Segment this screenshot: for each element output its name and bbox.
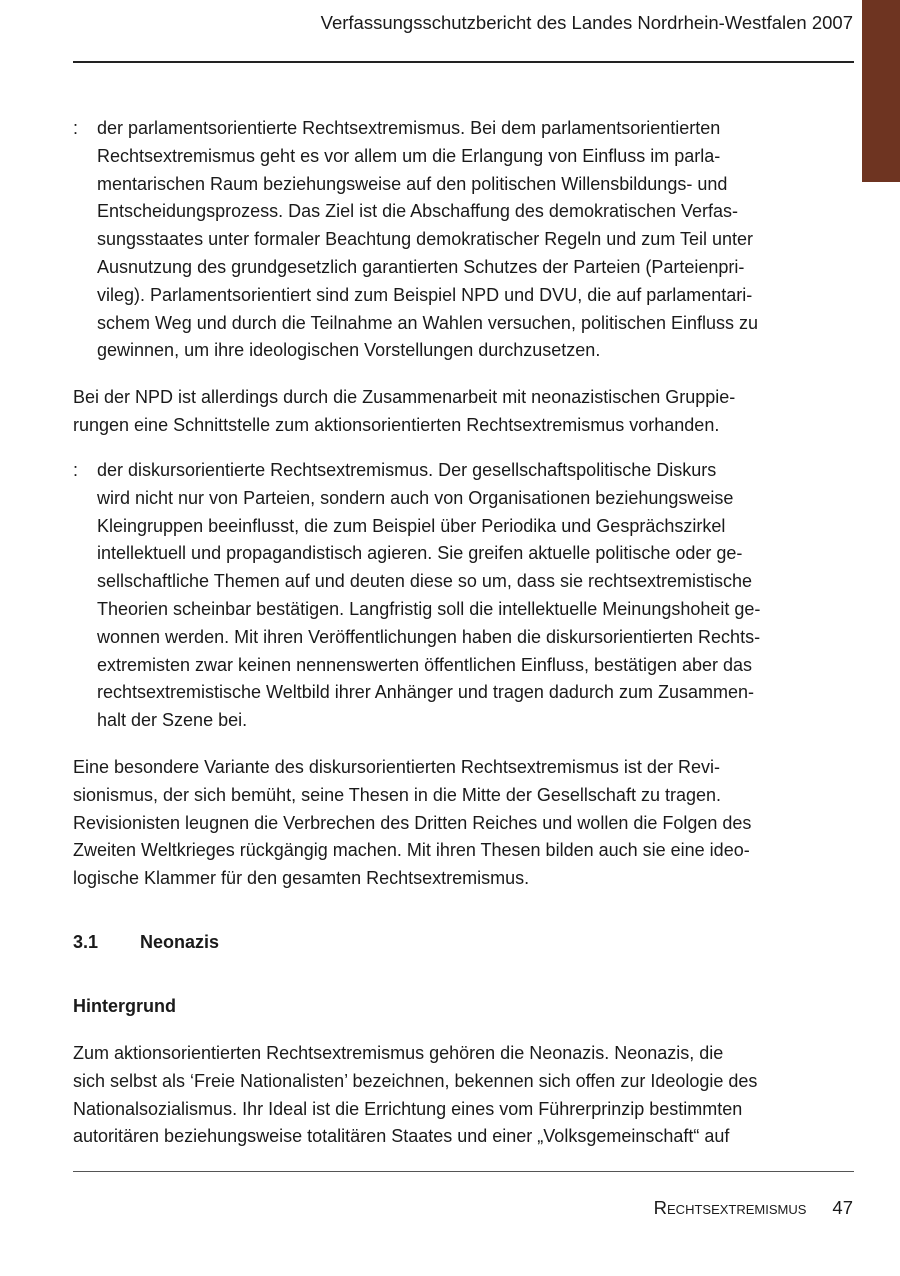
footer-rule <box>73 1171 854 1172</box>
text-line: sionismus, der sich bemüht, seine Thesen in die Mitte der Gesellschaft zu tragen. <box>73 784 721 805</box>
section-title: Neonazis <box>140 932 220 952</box>
header-rule <box>73 61 854 63</box>
text-line: gewinnen, um ihre ideologischen Vorstellungen durchzusetzen. <box>97 340 601 361</box>
text-line: sich selbst als ‘Freie Nationalisten’ bezeichnen, bekennen sich offen zur Ideologie des <box>73 1070 758 1091</box>
running-footer <box>654 1197 853 1219</box>
section-number: 3.1 <box>73 932 99 952</box>
text-line: sellschaftliche Themen auf und deuten diese so um, dass sie rechtsextremistische <box>97 571 753 592</box>
text-line: Eine besondere Variante des diskursorientierten Rechtsextremismus ist der Revi- <box>73 757 720 777</box>
bullet-text <box>97 115 758 365</box>
text-line: Nationalsozialismus. Ihr Ideal ist die Errichtung eines vom Führerprinzip bestimmten <box>73 1098 743 1119</box>
text-line: Zweiten Weltkrieges rückgängig machen. Mit ihren Thesen bilden auch sie eine ideo- <box>73 840 750 861</box>
text-line: logische Klammer für den gesamten Rechtsextremismus. <box>73 868 530 889</box>
footer-section: Rechtsextremismus <box>653 1197 807 1218</box>
text-line: extremisten zwar keinen nennenswerten öffentlichen Einfluss, bestätigen aber das <box>97 654 753 675</box>
text-line: rungen eine Schnittstelle zum aktionsorientierten Rechtsextremismus vorhanden. <box>73 414 720 435</box>
text-line: Bei der NPD ist allerdings durch die Zusammenarbeit mit neonazistischen Gruppie- <box>73 387 736 407</box>
paragraph-npd <box>73 384 735 440</box>
text-line: wonnen werden. Mit ihren Veröffentlichungen haben die diskursorientierten Rechts- <box>97 626 761 647</box>
bullet-mark: : <box>73 118 79 138</box>
text-line: mentarischen Raum beziehungsweise auf den politischen Willensbildungs- und <box>97 173 728 194</box>
paragraph-neonazis <box>73 1040 757 1151</box>
text-line: vileg). Parlamentsorientiert sind zum Beispiel NPD und DVU, die auf parlamentari- <box>97 284 753 305</box>
text-line: schem Weg und durch die Teilnahme an Wahlen versuchen, politischen Einfluss zu <box>97 312 759 333</box>
text-line: halt der Szene bei. <box>97 710 248 731</box>
text-line: sungsstaates unter formaler Beachtung demokratischer Regeln und zum Teil unter <box>97 229 754 250</box>
text-line: Ausnutzung des grundgesetzlich garantierten Schutzes der Parteien (Parteienpri- <box>97 256 745 277</box>
page-number: 47 <box>832 1197 853 1218</box>
text-line: Zum aktionsorientierten Rechtsextremismus gehören die Neonazis. Neonazis, die <box>73 1043 724 1063</box>
text-line: Theorien scheinbar bestätigen. Langfristig soll die intellektuelle Meinungshoheit ge- <box>97 598 761 619</box>
paragraph-revisionismus <box>73 754 751 893</box>
chapter-tab-marker <box>862 0 900 182</box>
text-line: der diskursorientierte Rechtsextremismus. Der gesellschaftspolitische Diskurs <box>97 460 717 480</box>
text-line: Rechtsextremismus geht es vor allem um die Erlangung von Einfluss im parla- <box>97 145 721 166</box>
bullet-mark: : <box>73 460 79 480</box>
text-line: Kleingruppen beeinflusst, die zum Beispiel über Periodika und Gesprächszirkel <box>97 515 726 536</box>
subheading: Hintergrund <box>73 996 176 1016</box>
text-line: intellektuell und propagandistisch agieren. Sie greifen aktuelle politische oder ge- <box>97 543 743 564</box>
text-line: der parlamentsorientierte Rechtsextremismus. Bei dem parlamentsorientierten <box>97 118 721 138</box>
text-line: autoritären beziehungsweise totalitären Staates und einer „Volksgemeinschaft“ auf <box>73 1126 730 1147</box>
text-line: Revisionisten leugnen die Verbrechen des Dritten Reiches und wollen die Folgen des <box>73 812 752 833</box>
text-line: wird nicht nur von Parteien, sondern auch von Organisationen beziehungsweise <box>97 487 734 508</box>
text-line: rechtsextremistische Weltbild ihrer Anhänger und tragen dadurch zum Zusammen- <box>97 682 754 703</box>
section-heading <box>73 932 219 953</box>
running-header: Verfassungsschutzbericht des Landes Nordrhein-Westfalen 2007 <box>320 12 853 33</box>
text-line: Entscheidungsprozess. Das Ziel ist die Abschaffung des demokratischen Verfas- <box>97 201 739 222</box>
bullet-text <box>97 457 760 735</box>
